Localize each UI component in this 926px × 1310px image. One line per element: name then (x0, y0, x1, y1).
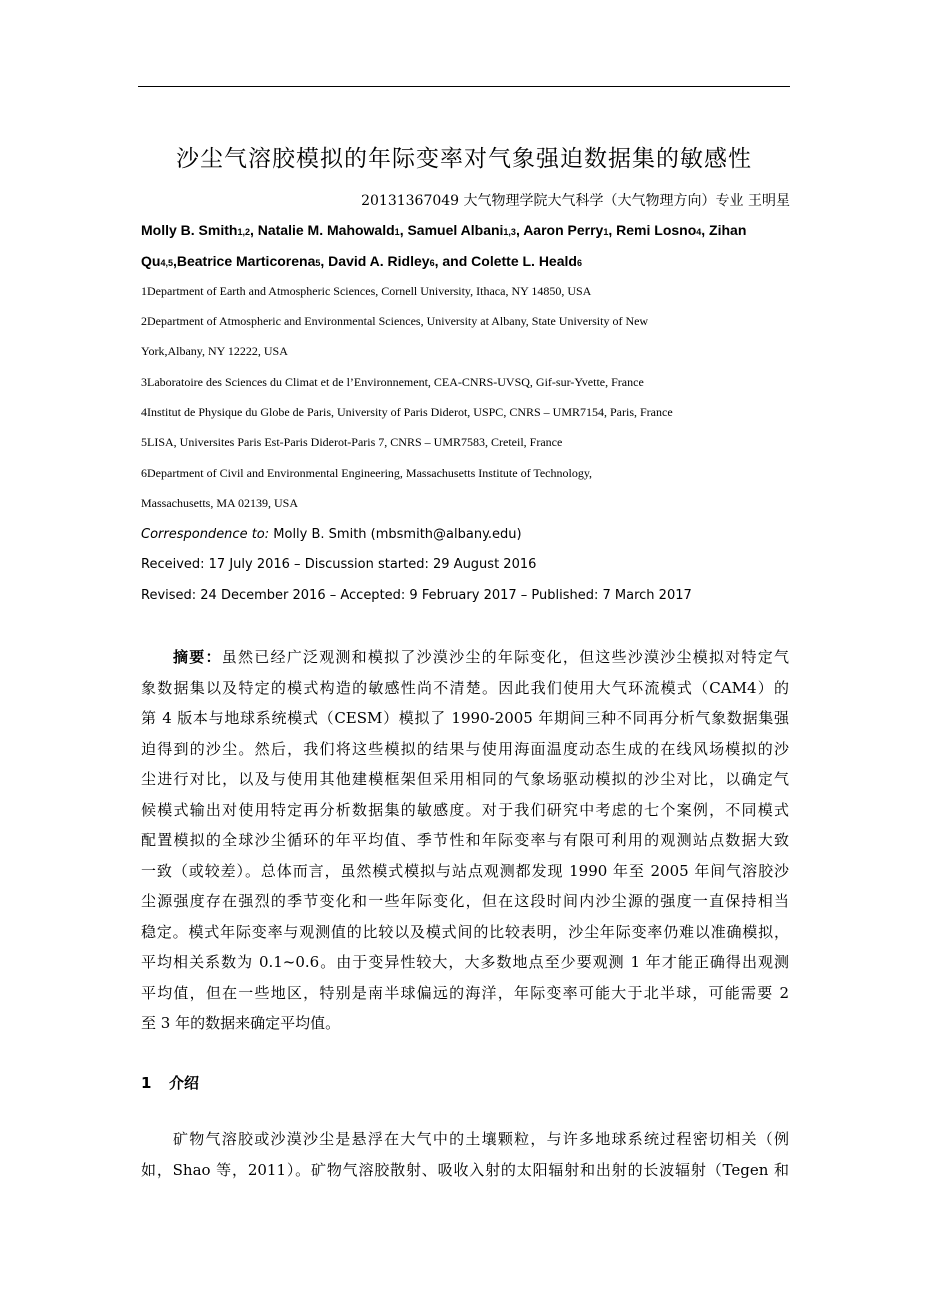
received-dates: Received: 17 July 2016 – Discussion started: 29 August 2016 (141, 557, 537, 572)
affiliation: 2Department of Atmospheric and Environmental Sciences, University at Albany, State University of New (141, 314, 649, 328)
abstract-line: 配置模拟的全球沙尘循环的年平均值、季节性和年际变率与有限可利用的观测站点数据大致 (141, 831, 789, 849)
author-affil-index: 5 (315, 258, 321, 268)
abstract-line: 候模式输出对使用特定再分析数据集的敏感度。对于我们研究中考虑的七个案例，不同模式 (141, 800, 789, 819)
section-title: 介绍 (169, 1074, 200, 1092)
author-name: , Samuel Albani (399, 222, 504, 238)
author-name: Molly B. Smith (141, 222, 238, 238)
abstract-line: 象数据集以及特定的模式构造的敏感性尚不清楚。因此我们使用大气环流模式（CAM4）的 (141, 678, 789, 697)
author-affil-index: 1 (394, 227, 400, 237)
author-affil-index: 1 (603, 227, 609, 237)
abstract-line: 稳定。模式年际变率与观测值的比较以及模式间的比较表明，沙尘年际变率仍难以准确模拟， (141, 922, 789, 941)
author-name: ,Beatrice Marticorena (172, 253, 316, 269)
author-name: Qu (141, 253, 161, 269)
author-name: , Natalie M. Mahowald (249, 222, 395, 238)
abstract-label: 摘要： (173, 648, 222, 666)
author-affil-index: 1,2 (237, 227, 250, 237)
affiliation: York,Albany, NY 12222, USA (141, 344, 288, 358)
author-affil-index: 4 (696, 227, 702, 237)
affiliation: 3Laboratoire des Sciences du Climat et de l’Environnement, CEA-CNRS-UVSQ, Gif-sur-Yvette, France (141, 375, 644, 389)
intro-line: 如，Shao 等，2011）。矿物气溶胶散射、吸收入射的太阳辐射和出射的长波辐射（Tegen 和 (141, 1160, 789, 1179)
affiliation: 4Institut de Physique du Globe de Paris, University of Paris Diderot, USPC, CNRS – UMR7154, Paris, France (141, 405, 673, 419)
affiliation: 6Department of Civil and Environmental Engineering, Massachusetts Institute of Technology, (141, 466, 593, 480)
revised-dates: Revised: 24 December 2016 – Accepted: 9 February 2017 – Published: 7 March 2017 (141, 588, 692, 603)
author-affil-index: 1,3 (503, 227, 516, 237)
correspondence-label: Correspondence to: (141, 527, 270, 542)
correspondence-contact[interactable]: Molly B. Smith (mbsmith@albany.edu) (269, 527, 522, 542)
abstract-line: 迫得到的沙尘。然后，我们将这些模拟的结果与使用海面温度动态生成的在线风场模拟的沙 (141, 739, 789, 758)
section-heading (141, 1072, 199, 1093)
correspondence (141, 527, 522, 542)
section-number: 1 (141, 1074, 152, 1092)
abstract-line: 平均值，但在一些地区，特别是南半球偏远的海洋，年际变率可能大于北半球，可能需要 2 (141, 983, 789, 1002)
author-affil-index: 6 (429, 258, 435, 268)
author-affil-index: 6 (576, 258, 582, 268)
affiliation: 1Department of Earth and Atmospheric Sciences, Cornell University, Ithaca, NY 14850, USA (141, 284, 592, 298)
author-name: , and Colette L. Heald (434, 253, 577, 269)
author-name: , David A. Ridley (320, 253, 430, 269)
intro-paragraph (141, 1124, 789, 1185)
intro-line: 矿物气溶胶或沙漠沙尘是悬浮在大气中的土壤颗粒，与许多地球系统过程密切相关（例 (173, 1130, 789, 1148)
author-name: , Aaron Perry (515, 222, 604, 238)
authors-line-1 (141, 222, 789, 238)
abstract-line: 至 3 年的数据来确定平均值。 (141, 1014, 341, 1032)
abstract-line: 尘进行对比，以及与使用其他建模框架但采用相同的气象场驱动模拟的沙尘对比，以确定气 (141, 770, 789, 788)
abstract-line: 尘源强度存在强烈的季节变化和一些年际变化，但在这段时间内沙尘源的强度一直保持相当 (141, 892, 789, 910)
student-info: 20131367049 大气物理学院大气科学（大气物理方向）专业 王明星 (361, 193, 790, 209)
author-name: , Remi Losno (608, 222, 697, 238)
author-affil-index: 4,5 (160, 258, 173, 268)
abstract-line: 第 4 版本与地球系统模式（CESM）模拟了 1990-2005 年期间三种不同再分析气象数据集强 (141, 709, 789, 727)
abstract-line: 摘要：虽然已经广泛观测和模拟了沙漠沙尘的年际变化，但这些沙漠沙尘模拟对特定气 (173, 648, 789, 666)
abstract-line: 一致（或较差）。总体而言，虽然模式模拟与站点观测都发现 1990 年至 2005 年间气溶胶沙 (141, 861, 789, 880)
abstract (141, 642, 789, 1039)
author-name: , Zihan (701, 222, 747, 238)
abstract-line: 平均相关系数为 0.1~0.6。由于变异性较大，大多数地点至少要观测 1 年才能正确得出观测 (141, 953, 789, 971)
paper-title: 沙尘气溶胶模拟的年际变率对气象强迫数据集的敏感性 (176, 146, 752, 172)
affiliation: Massachusetts, MA 02139, USA (141, 496, 299, 510)
authors-line-2 (141, 253, 789, 269)
header-rule (138, 86, 790, 87)
affiliation: 5LISA, Universites Paris Est-Paris Diderot-Paris 7, CNRS – UMR7583, Creteil, France (141, 435, 563, 449)
